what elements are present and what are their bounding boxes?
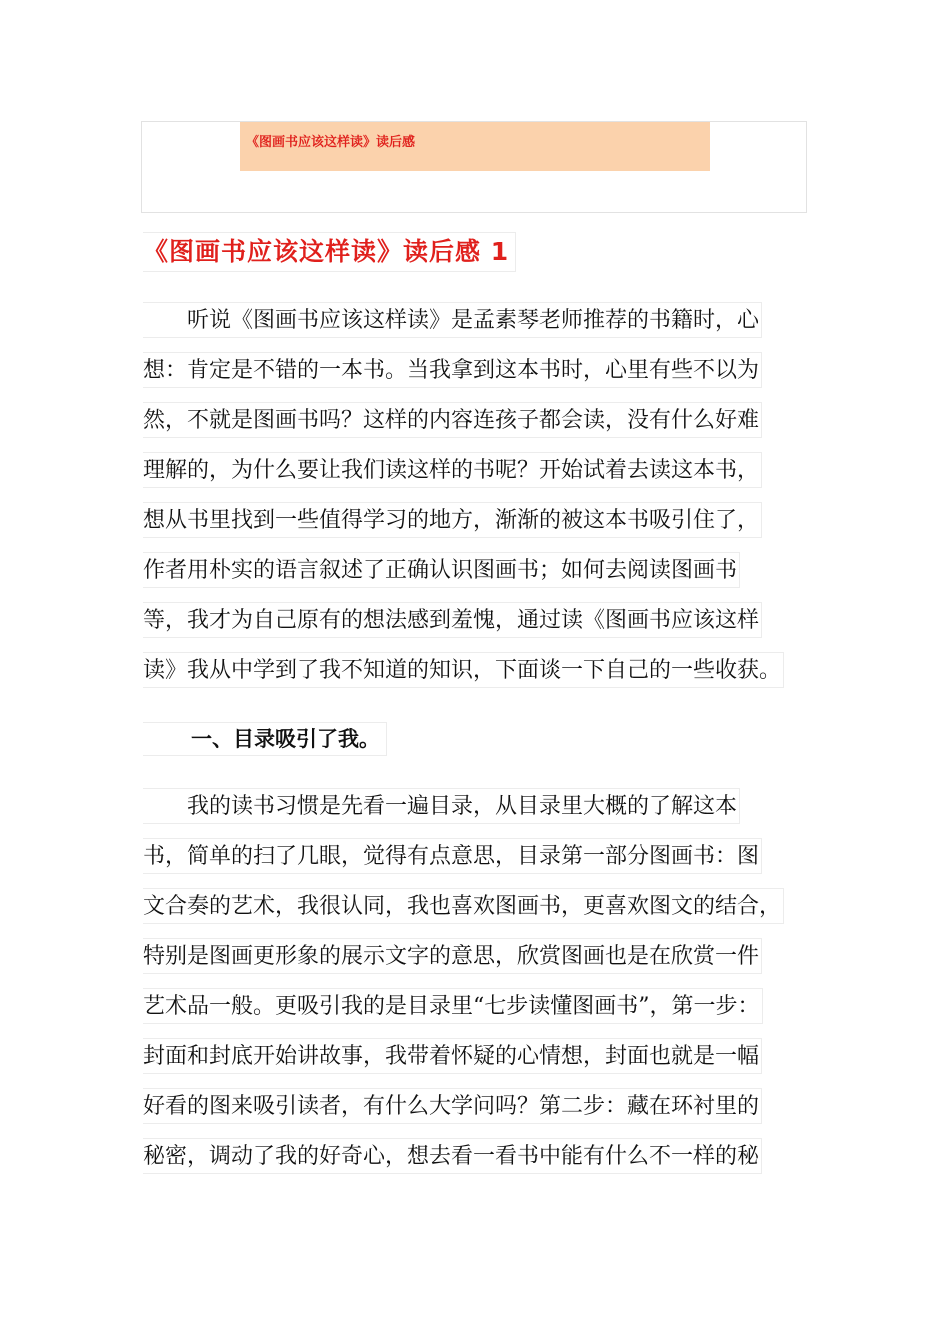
paragraph-line: 读》我从中学到了我不知道的知识，下面谈一下自己的一些收获。 [143, 652, 784, 688]
paragraph-line: 等，我才为自己原有的想法感到羞愧，通过读《图画书应该这样 [143, 602, 762, 638]
paragraph-line: 书，简单的扫了几眼，觉得有点意思，目录第一部分图画书：图 [143, 838, 762, 874]
header-box [141, 121, 807, 213]
paragraph-line: 特别是图画更形象的展示文字的意思，欣赏图画也是在欣赏一件 [143, 938, 762, 974]
header-title: 《图画书应该这样读》读后感 [246, 135, 416, 150]
section-heading: 一、目录吸引了我。 [143, 722, 387, 756]
paragraph-line: 好看的图来吸引读者，有什么大学问吗？第二步：藏在环衬里的 [143, 1088, 762, 1124]
paragraph-line: 秘密，调动了我的好奇心，想去看一看书中能有什么不一样的秘 [143, 1138, 762, 1174]
paragraph-line: 作者用朴实的语言叙述了正确认识图画书；如何去阅读图画书 [143, 552, 740, 588]
document-title: 《图画书应该这样读》读后感 1 [143, 232, 516, 272]
paragraph-line: 想：肯定是不错的一本书。当我拿到这本书时，心里有些不以为 [143, 352, 762, 388]
header-band [240, 122, 710, 171]
paragraph-line: 理解的，为什么要让我们读这样的书呢？开始试着去读这本书， [143, 452, 762, 488]
paragraph-line: 听说《图画书应该这样读》是孟素琴老师推荐的书籍时，心 [143, 302, 762, 338]
paragraph-line: 我的读书习惯是先看一遍目录，从目录里大概的了解这本 [143, 788, 740, 824]
paragraph-line: 想从书里找到一些值得学习的地方，渐渐的被这本书吸引住了， [143, 502, 762, 538]
paragraph-line: 文合奏的艺术，我很认同，我也喜欢图画书，更喜欢图文的结合， [143, 888, 784, 924]
paragraph-line: 然，不就是图画书吗？这样的内容连孩子都会读，没有什么好难 [143, 402, 762, 438]
paragraph-line: 艺术品一般。更吸引我的是目录里“七步读懂图画书”，第一步： [143, 988, 763, 1024]
paragraph-line: 封面和封底开始讲故事，我带着怀疑的心情想，封面也就是一幅 [143, 1038, 762, 1074]
